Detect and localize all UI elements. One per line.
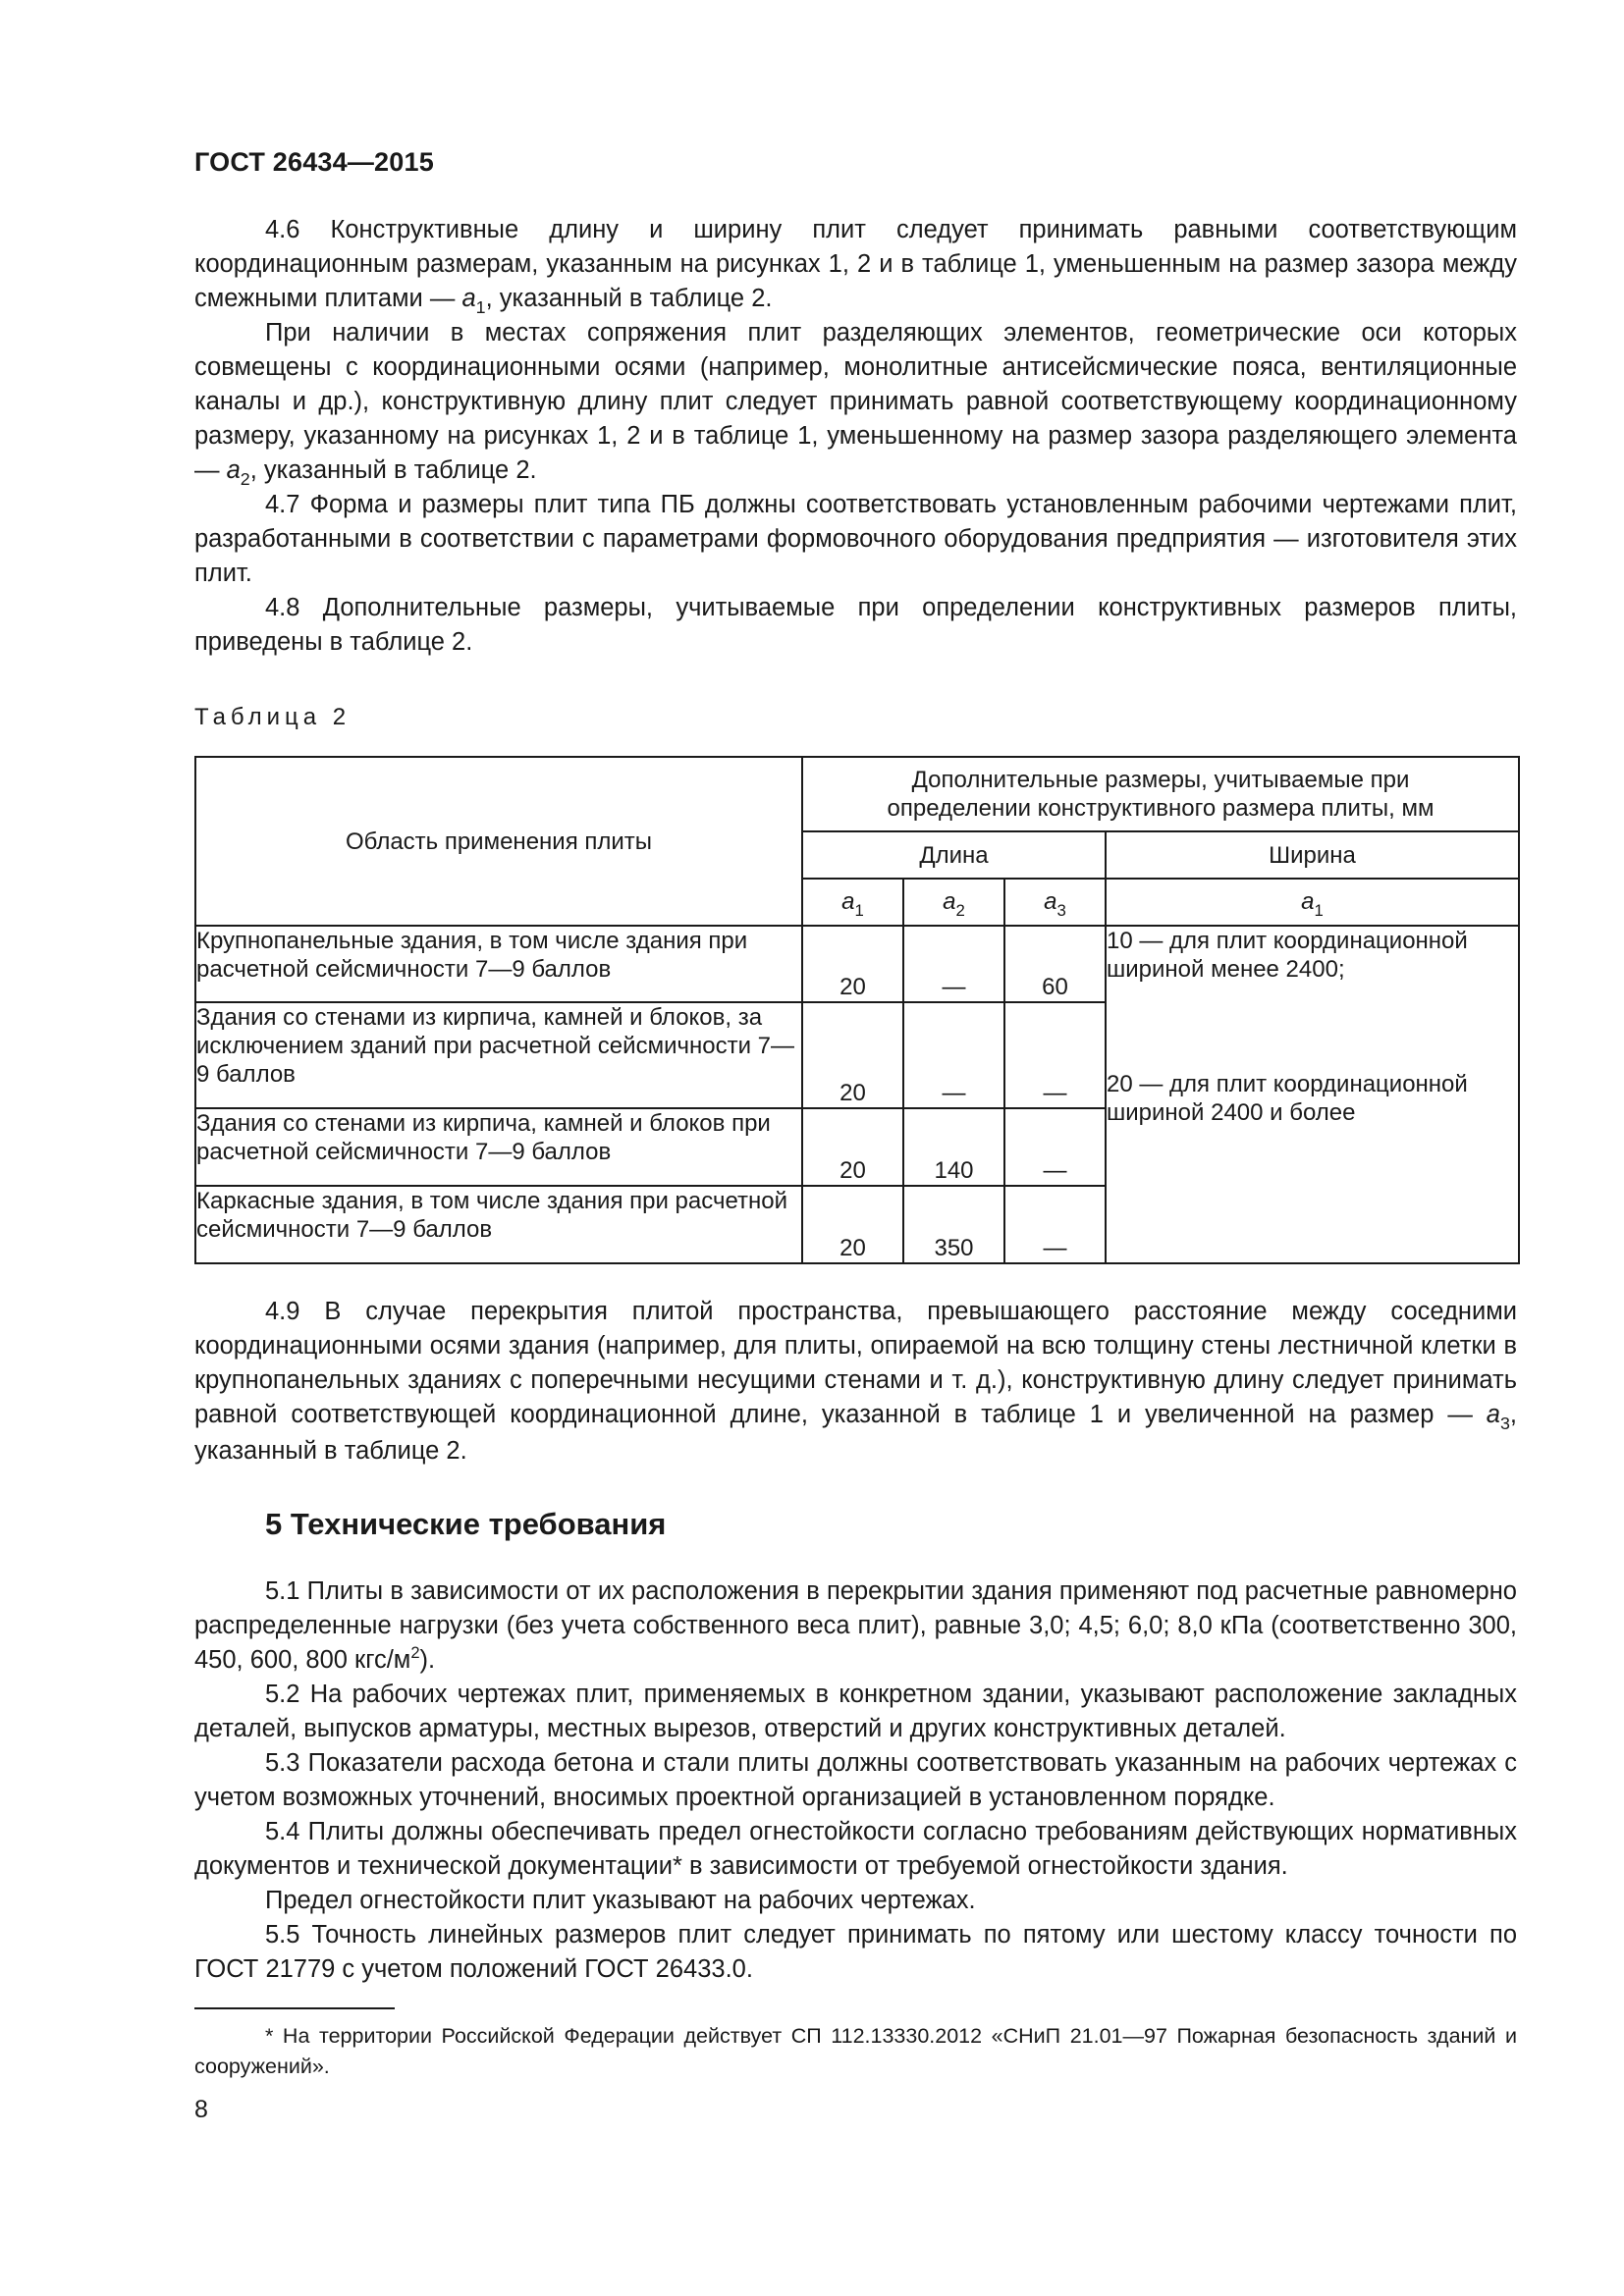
header-extra-sizes-label: Дополнительные размеры, учитываемые при определении конструктивного размера плиты, мм [887,767,1435,822]
row-area: Крупнопанельные здания, в том числе здания при расчетной сейсмичности 7—9 баллов [195,926,802,1002]
var-subscript: 2 [955,900,965,920]
var-subscript: 1 [1314,900,1324,920]
var-subscript: 1 [475,297,486,317]
width-note-1: 10 — для плит координационной шириной менее 2400; [1107,928,1468,983]
header-area [195,757,802,926]
header-width [1106,831,1519,879]
header-a1 [802,879,903,926]
paragraph-5-4: 5.4 Плиты должны обеспечивать предел огнестойкости согласно требованиям действующих нормативных документов и технической документации* в зависимости от требуемой огнестойкости здания. [194,1818,1517,1880]
paragraph-5-1-text: 5.1 Плиты в зависимости от их расположения в перекрытии здания применяют под расчетные равномерно распределенные нагрузки (без учета собственного веса плит), равные 3,0; 4,5; 6,0; 8,0 кПа (соответственно 300, 450, 600, 800 кгс/м [194,1577,1517,1674]
row-a2: 140 [903,1108,1004,1186]
var-a: a [1044,887,1057,915]
paragraph-4-9 [194,1295,1517,1468]
section-heading: 5 Технические требования [265,1507,667,1541]
row-a3: 60 [1004,926,1106,1002]
width-note-2: 20 — для плит координационной шириной 2400 и более [1107,1071,1468,1126]
paragraph-4-8: 4.8 Дополнительные размеры, учитываемые при определении конструктивных размеров плиты, приведены в таблице 2. [194,594,1517,656]
page-number: 8 [194,2096,208,2123]
row-area: Здания со стенами из кирпича, камней и блоков при расчетной сейсмичности 7—9 баллов [195,1108,802,1186]
table-2 [194,756,1520,1264]
paragraph-4-6-text: 4.6 Конструктивные длину и ширину плит следует принимать равными соответствующим координационным размерам, указанным на рисунках 1, 2 и в таблице 1, уменьшенным на размер зазора между смежными плитами — [194,216,1517,312]
row-a1: 20 [802,1186,903,1263]
var-subscript: 1 [854,900,864,920]
var-subscript: 3 [1499,1414,1510,1433]
var-subscript: 3 [1056,900,1066,920]
row-area: Каркасные здания, в том числе здания при расчетной сейсмичности 7—9 баллов [195,1186,802,1263]
width-notes [1106,926,1519,1263]
var-a: a [943,887,956,915]
paragraph-4-6-continued [194,316,1517,490]
paragraph-5-1 [194,1575,1517,1680]
row-a3: — [1004,1186,1106,1263]
row-area: Здания со стенами из кирпича, камней и блоков, за исключением зданий при расчетной сейсмичности 7—9 баллов [195,1002,802,1108]
header-width-a1 [1106,879,1519,926]
paragraph-4-9-text: 4.9 В случае перекрытия плитой пространства, превышающего расстояние между соседними координационными осями здания (например, для плиты, опираемой на всю толщину стены лестничной клетки в крупнопанельных зданиях с поперечными несущими стенами и т. д.), конструктивную длину следует принимать равной соответствующей координационной длине, указанной в таблице 1 и увеличенной на размер — [194,1298,1517,1428]
row-a2: 350 [903,1186,1004,1263]
row-a2: — [903,1002,1004,1108]
var-a: a [1486,1401,1500,1428]
var-a: a [226,456,241,484]
header-a3 [1004,879,1106,926]
paragraph-4-6-end: , указанный в таблице 2. [485,285,773,312]
paragraph-5-1-end: ). [419,1646,436,1674]
header-area-label: Область применения плиты [345,828,653,855]
footnote: * На территории Российской Федерации действует СП 112.13330.2012 «СНиП 21.01—97 Пожарная безопасность зданий и сооружений». [194,2024,1517,2078]
paragraph-4-9-end: , указанный в таблице 2. [194,1401,1517,1465]
row-a3: — [1004,1108,1106,1186]
paragraph-5-5: 5.5 Точность линейных размеров плит следует принимать по пятому или шестому классу точности по ГОСТ 21779 с учетом положений ГОСТ 26433.0. [194,1921,1517,1983]
footnote-separator [194,2007,395,2009]
paragraph-4-7: 4.7 Форма и размеры плит типа ПБ должны соответствовать установленным рабочими чертежами плит, разработанными в соответствии с параметрами формовочного оборудования предприятия — изготовителя этих плит. [194,491,1517,587]
document-header: ГОСТ 26434—2015 [194,147,434,177]
var-a: a [461,285,476,312]
paragraph-4-6-cont-end: , указанный в таблице 2. [249,456,537,484]
header-length-label: Длина [919,841,989,869]
var-a: a [841,887,855,915]
paragraph-5-4-continued: Предел огнестойкости плит указывают на рабочих чертежах. [265,1887,976,1914]
header-length [802,831,1106,879]
header-width-label: Ширина [1269,841,1356,869]
var-subscript: 2 [240,469,250,489]
row-a3: — [1004,1002,1106,1108]
var-a: a [1301,887,1315,915]
table-caption: Таблица 2 [194,704,352,730]
row-a1: 20 [802,926,903,1002]
header-extra-sizes [802,757,1519,831]
header-a2 [903,879,1004,926]
row-a1: 20 [802,1002,903,1108]
row-a1: 20 [802,1108,903,1186]
paragraph-5-2: 5.2 На рабочих чертежах плит, применяемых в конкретном здании, указывают расположение закладных деталей, выпусков арматуры, местных вырезов, отверстий и других конструктивных деталей. [194,1681,1517,1742]
table-row [195,926,1519,1002]
paragraph-5-3: 5.3 Показатели расхода бетона и стали плиты должны соответствовать указанным на рабочих чертежах с учетом возможных уточнений, вносимых проектной организацией в установленном порядке. [194,1749,1517,1811]
paragraph-4-6 [194,213,1517,318]
paragraph-4-6-cont-text: При наличии в местах сопряжения плит разделяющих элементов, геометрические оси которых совмещены с координационными осями (например, монолитные антисейсмические пояса, вентиляционные каналы и др.), конструктивную длину плит следует принимать равной соответствующему координационному размеру, указанному на рисунках 1, 2 и в таблице 1, уменьшенному на размер зазора разделяющего элемента — [194,319,1517,484]
row-a2: — [903,926,1004,1002]
unit-superscript: 2 [410,1643,420,1662]
